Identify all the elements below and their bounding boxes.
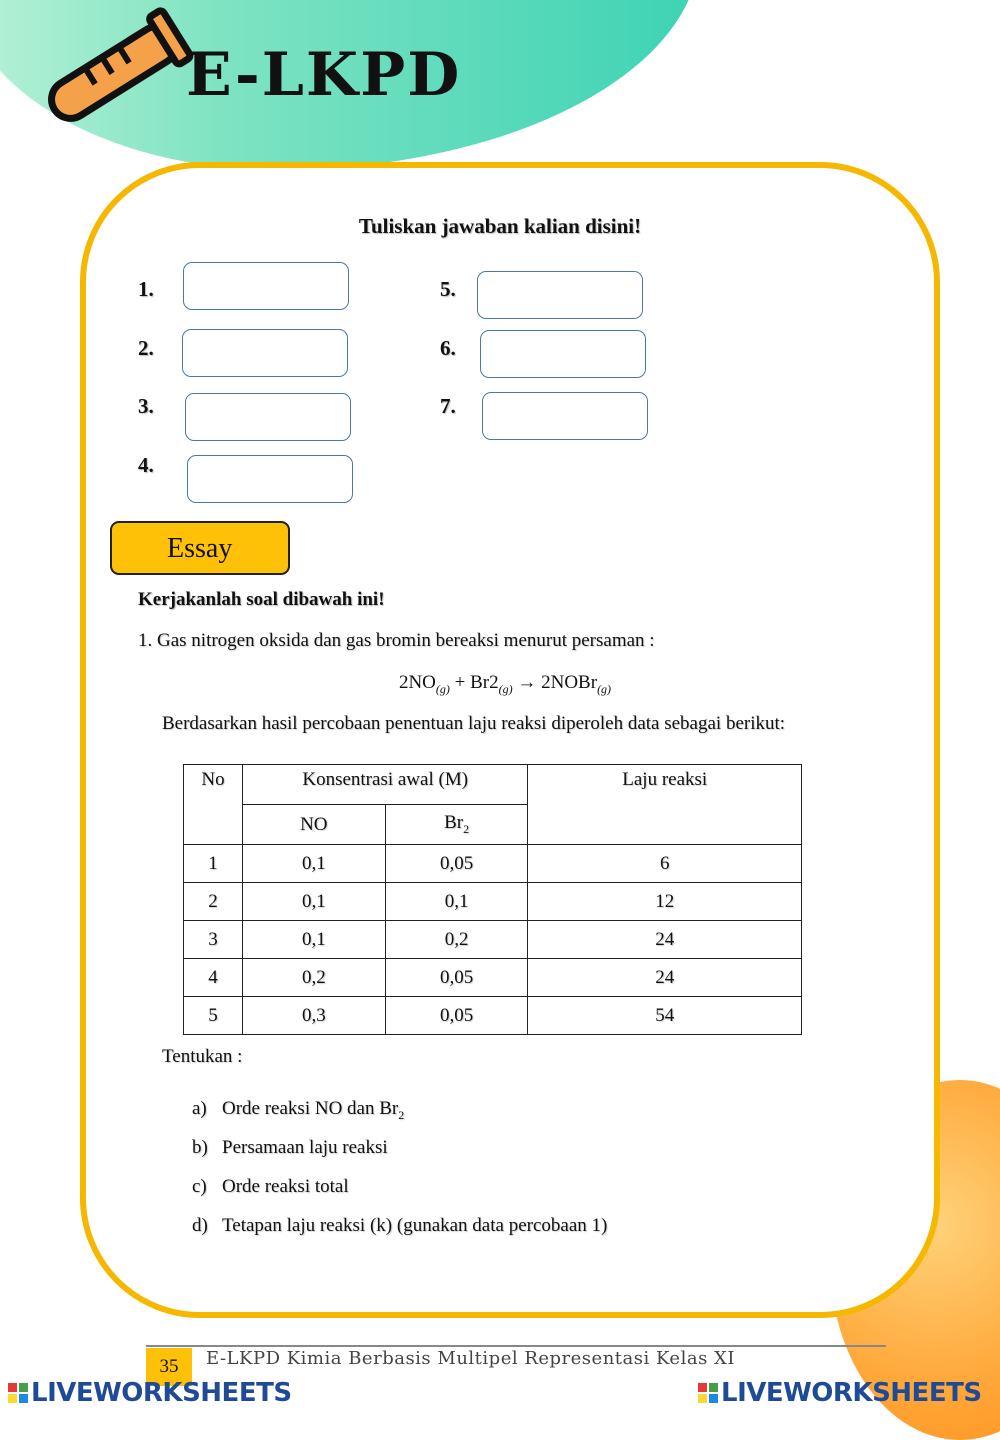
cell-rate: 24 <box>528 921 802 959</box>
header-laju: Laju reaksi <box>528 765 802 845</box>
answer-number-6: 6. <box>440 336 456 360</box>
liveworksheets-logo-left[interactable] <box>8 1378 292 1408</box>
cell-no-conc: 0,2 <box>242 959 385 997</box>
table-row <box>184 845 802 883</box>
liveworksheets-icon <box>8 1383 28 1403</box>
equation-state-2: (g) <box>498 681 513 696</box>
cell-no-conc: 0,1 <box>242 845 385 883</box>
cell-no: 1 <box>184 845 243 883</box>
equation-state-3: (g) <box>597 681 612 696</box>
answers-heading: Tuliskan jawaban kalian disini! <box>358 214 642 238</box>
cell-br2-conc: 0,2 <box>385 921 528 959</box>
answer-number-1: 1. <box>138 277 154 301</box>
cell-rate: 12 <box>528 883 802 921</box>
table-row <box>184 997 802 1035</box>
essay-badge: Essay <box>110 521 290 575</box>
table-row <box>184 959 802 997</box>
equation-state-1: (g) <box>435 681 450 696</box>
cell-no: 5 <box>184 997 243 1035</box>
answer-input-1[interactable] <box>183 262 349 310</box>
task-text: Tetapan laju reaksi (k) (gunakan data percobaan 1) <box>222 1215 608 1236</box>
liveworksheets-logo-right[interactable] <box>698 1378 982 1408</box>
data-intro: Berdasarkan hasil percobaan penentuan laju reaksi diperoleh data sebagai berikut: <box>162 713 786 734</box>
answer-number-3: 3. <box>138 394 154 418</box>
table-row <box>184 921 802 959</box>
cell-no: 4 <box>184 959 243 997</box>
header-br-text: Br <box>444 812 464 834</box>
task-text: Orde reaksi NO dan Br <box>222 1098 399 1119</box>
liveworksheets-icon <box>698 1383 718 1403</box>
cell-no: 3 <box>184 921 243 959</box>
tentukan-label: Tentukan : <box>162 1046 243 1067</box>
cell-no-conc: 0,1 <box>242 883 385 921</box>
page-number: 35 <box>146 1348 192 1386</box>
cell-no-conc: 0,1 <box>242 921 385 959</box>
equation-part-3: → 2NOBr <box>512 672 598 693</box>
header-konsentrasi: Konsentrasi awal (M) <box>242 765 528 805</box>
answer-number-2: 2. <box>138 336 154 360</box>
reaction-equation <box>0 672 1000 697</box>
answer-input-5[interactable] <box>477 271 643 319</box>
task-label: b) <box>192 1137 208 1158</box>
equation-part-1: 2NO <box>398 672 436 693</box>
answer-input-4[interactable] <box>187 455 353 503</box>
cell-br2-conc: 0,05 <box>385 959 528 997</box>
task-label: a) <box>192 1098 207 1119</box>
header-no: No <box>184 765 243 845</box>
footer-divider <box>146 1345 886 1347</box>
header-br-sub: 2 <box>463 821 470 836</box>
task-text: Persamaan laju reaksi <box>222 1137 388 1158</box>
test-tube-icon <box>20 0 200 140</box>
equation-part-2: + Br2 <box>449 672 499 693</box>
task-sub: 2 <box>398 1107 405 1122</box>
cell-br2-conc: 0,05 <box>385 845 528 883</box>
task-c <box>192 1176 349 1198</box>
task-a <box>192 1098 404 1123</box>
liveworksheets-text: LIVEWORKSHEETS <box>721 1378 982 1408</box>
question-1: 1. Gas nitrogen oksida dan gas bromin bereaksi menurut persaman : <box>138 630 655 651</box>
task-label: d) <box>192 1215 208 1236</box>
liveworksheets-text: LIVEWORKSHEETS <box>31 1378 292 1408</box>
cell-no: 2 <box>184 883 243 921</box>
answer-input-6[interactable] <box>480 330 646 378</box>
footer-text: E-LKPD Kimia Berbasis Multipel Representasi Kelas XI <box>206 1348 735 1369</box>
cell-br2-conc: 0,05 <box>385 997 528 1035</box>
answer-number-5: 5. <box>440 277 456 301</box>
essay-instruction: Kerjakanlah soal dibawah ini! <box>138 589 385 610</box>
answer-input-2[interactable] <box>182 329 348 377</box>
answer-number-7: 7. <box>440 394 456 418</box>
cell-rate: 6 <box>528 845 802 883</box>
cell-rate: 54 <box>528 997 802 1035</box>
cell-no-conc: 0,3 <box>242 997 385 1035</box>
task-b <box>192 1137 388 1159</box>
page-title: E-LKPD <box>186 40 462 110</box>
answer-input-7[interactable] <box>482 392 648 440</box>
answer-input-3[interactable] <box>185 393 351 441</box>
cell-rate: 24 <box>528 959 802 997</box>
header-br2-concentration <box>385 805 528 845</box>
cell-br2-conc: 0,1 <box>385 883 528 921</box>
task-d <box>192 1215 607 1237</box>
table-row <box>184 883 802 921</box>
task-text: Orde reaksi total <box>222 1176 349 1197</box>
rate-data-table <box>183 764 802 1035</box>
answer-number-4: 4. <box>138 453 154 477</box>
header-no-concentration: NO <box>242 805 385 845</box>
task-label: c) <box>192 1176 207 1197</box>
